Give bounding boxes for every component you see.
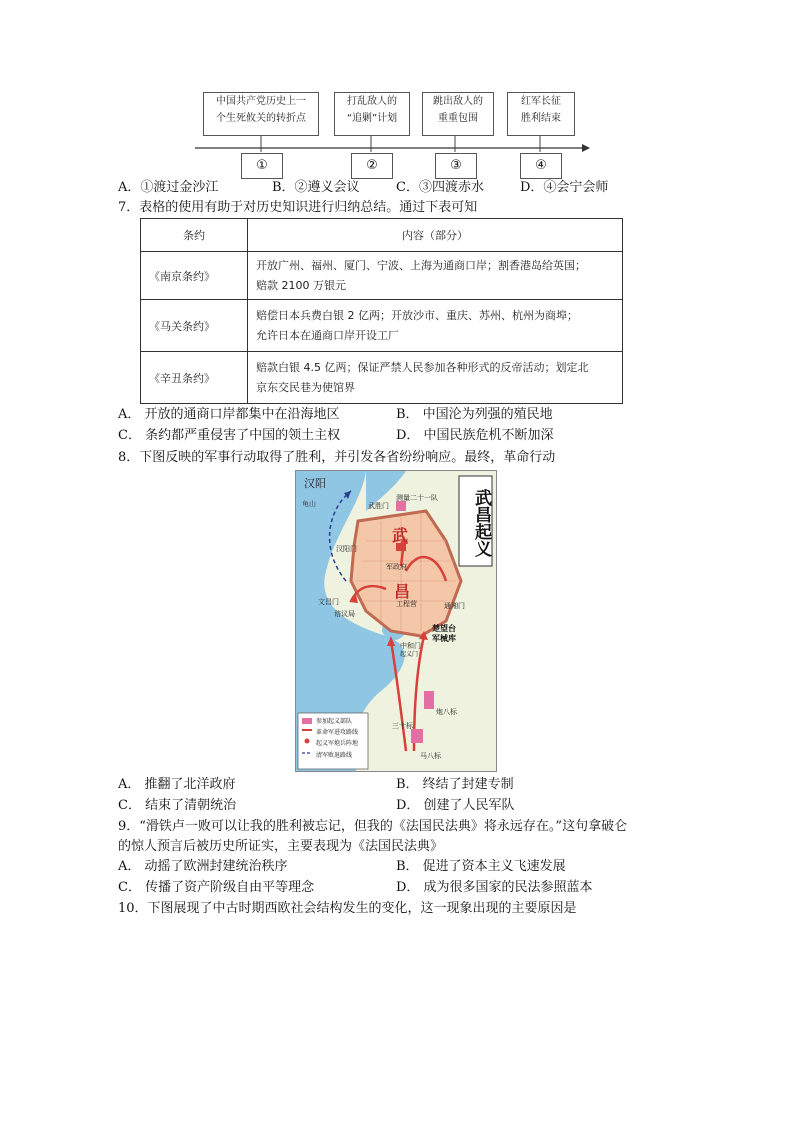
timeline-box-4-line1: 红军长征 [521, 96, 561, 107]
q7-stem: 7．表格的使用有助于对历史知识进行归纳总结。通过下表可知 [118, 200, 478, 215]
q9-option-c[interactable]: C． 传播了资产阶级自由平等理念 [118, 880, 315, 895]
map-place: 工程营 [396, 600, 417, 608]
timeline-number-3: ③ [435, 153, 477, 179]
legend-item: 参加起义部队 [316, 718, 353, 725]
timeline-box-2 [334, 92, 410, 136]
map-place: 武胜门 [368, 502, 389, 510]
map-place: 谘议局 [334, 610, 355, 618]
q8-option-c[interactable]: C． 结束了清朝统治 [118, 798, 237, 813]
q9-stem-line2: 的惊人预言后被历史所证实，主要表现为《法国民法典》 [118, 839, 444, 854]
treaty-name: 《辛丑条约》 [141, 352, 248, 404]
map-place: 龟山 [302, 500, 316, 508]
q7-option-d[interactable]: D． 中国民族危机不断加深 [396, 428, 554, 443]
treaty-table [140, 218, 623, 404]
timeline-box-1 [203, 92, 319, 136]
q7-option-a[interactable]: A． 开放的通商口岸都集中在沿海地区 [118, 407, 340, 422]
legend-item: 清军败退路线 [316, 752, 353, 759]
timeline-number-2: ② [351, 153, 393, 179]
timeline-box-2-line2: “追剿”计划 [346, 113, 398, 124]
wuchang-uprising-map [295, 470, 497, 772]
treaty-content [248, 252, 623, 300]
treaty-content-line: 赔偿日本兵费白银 2 亿两；开放沙市、重庆、苏州、杭州为商埠； [256, 308, 578, 322]
treaty-name: 《马关条约》 [141, 300, 248, 352]
q8-option-d[interactable]: D． 创建了人民军队 [396, 798, 515, 813]
treaty-content [248, 352, 623, 404]
table-row [141, 300, 623, 352]
map-place: 起义门 [400, 651, 419, 658]
map-place: 军械库 [432, 634, 456, 643]
treaty-content-line: 允许日本在通商口岸开设工厂 [256, 328, 399, 342]
legend-item: 起义军炮兵阵地 [316, 740, 359, 747]
map-place: 楚望台 [432, 624, 456, 633]
q6-option-b[interactable]: B．②遵义会议 [272, 180, 360, 195]
q8-option-a[interactable]: A． 推翻了北洋政府 [118, 777, 236, 792]
table-row [141, 352, 623, 404]
q9-stem-line1: 9．“滑铁卢一败可以让我的胜利被忘记，但我的《法国民法典》将永远存在。”这句拿破仑 [118, 819, 628, 834]
table-row [141, 252, 623, 300]
q10-stem: 10．下图展现了中古时期西欧社会结构发生的变化，这一现象出现的主要原因是 [118, 901, 577, 916]
treaty-content-line: 开放广州、福州、厦门、宁波、上海为通商口岸；割香港岛给英国； [256, 258, 586, 272]
q9-option-a[interactable]: A． 动摇了欧洲封建统治秩序 [118, 859, 288, 874]
header-treaty: 条约 [141, 219, 248, 252]
q6-option-c[interactable]: C．③四渡赤水 [396, 180, 484, 195]
q8-option-b[interactable]: B． 终结了封建专制 [396, 777, 514, 792]
treaty-name: 《南京条约》 [141, 252, 248, 300]
treaty-content-line: 赔款 2100 万银元 [256, 278, 346, 292]
map-place: 测量二十一队 [396, 494, 438, 502]
q9-option-b[interactable]: B． 促进了资本主义飞速发展 [396, 859, 566, 874]
timeline-box-2-line1: 打乱敌人的 [347, 96, 397, 107]
map-place: 汉阳 [304, 477, 326, 490]
map-place: 三十标 [392, 722, 413, 730]
timeline-box-4 [507, 92, 575, 136]
timeline-box-3-line1: 跳出敌人的 [433, 96, 483, 107]
map-city-char-2: 昌 [394, 582, 411, 601]
q7-option-b[interactable]: B． 中国沦为列强的殖民地 [396, 407, 553, 422]
q7-option-c[interactable]: C． 条约都严重侵害了中国的领土主权 [118, 428, 341, 443]
q6-option-d[interactable]: D．④会宁会师 [520, 180, 609, 195]
timeline-box-1-line1: 中国共产党历史上一 [216, 96, 306, 107]
q9-option-d[interactable]: D． 成为很多国家的民法参照蓝本 [396, 880, 593, 895]
timeline-box-3-line2: 重重包围 [438, 113, 478, 124]
map-place: 军政府 [386, 563, 407, 571]
treaty-content-line: 赔款白银 4.5 亿两；保证严禁人民参加各种形式的反帝活动；划定北 [256, 360, 589, 374]
treaty-content [248, 300, 623, 352]
map-title: 武昌起义 [471, 489, 491, 557]
map-city-char-1: 武 [392, 526, 409, 545]
treaty-table-header [141, 219, 623, 252]
q6-option-a[interactable]: A．①渡过金沙江 [118, 180, 219, 195]
timeline-number-1: ① [241, 153, 283, 179]
timeline-box-3 [422, 92, 494, 136]
header-content: 内容（部分） [248, 219, 623, 252]
legend-item: 革命军进攻路线 [316, 729, 359, 736]
treaty-content-line: 京东交民巷为使馆界 [256, 380, 355, 394]
map-place: 中和门 [400, 642, 421, 650]
map-place: 炮八标 [436, 708, 457, 716]
timeline-box-4-line2: 胜利结束 [521, 113, 561, 124]
q8-stem: 8．下图反映的军事行动取得了胜利，并引发各省纷纷响应。最终，革命行动 [118, 450, 556, 465]
map-place: 马八标 [420, 752, 441, 760]
timeline-number-4: ④ [520, 153, 562, 179]
map-place: 文昌门 [318, 598, 339, 606]
map-place: 汉阳门 [336, 545, 357, 553]
timeline-box-1-line2: 个生死攸关的转折点 [216, 113, 306, 124]
map-place: 通湘门 [444, 602, 465, 610]
